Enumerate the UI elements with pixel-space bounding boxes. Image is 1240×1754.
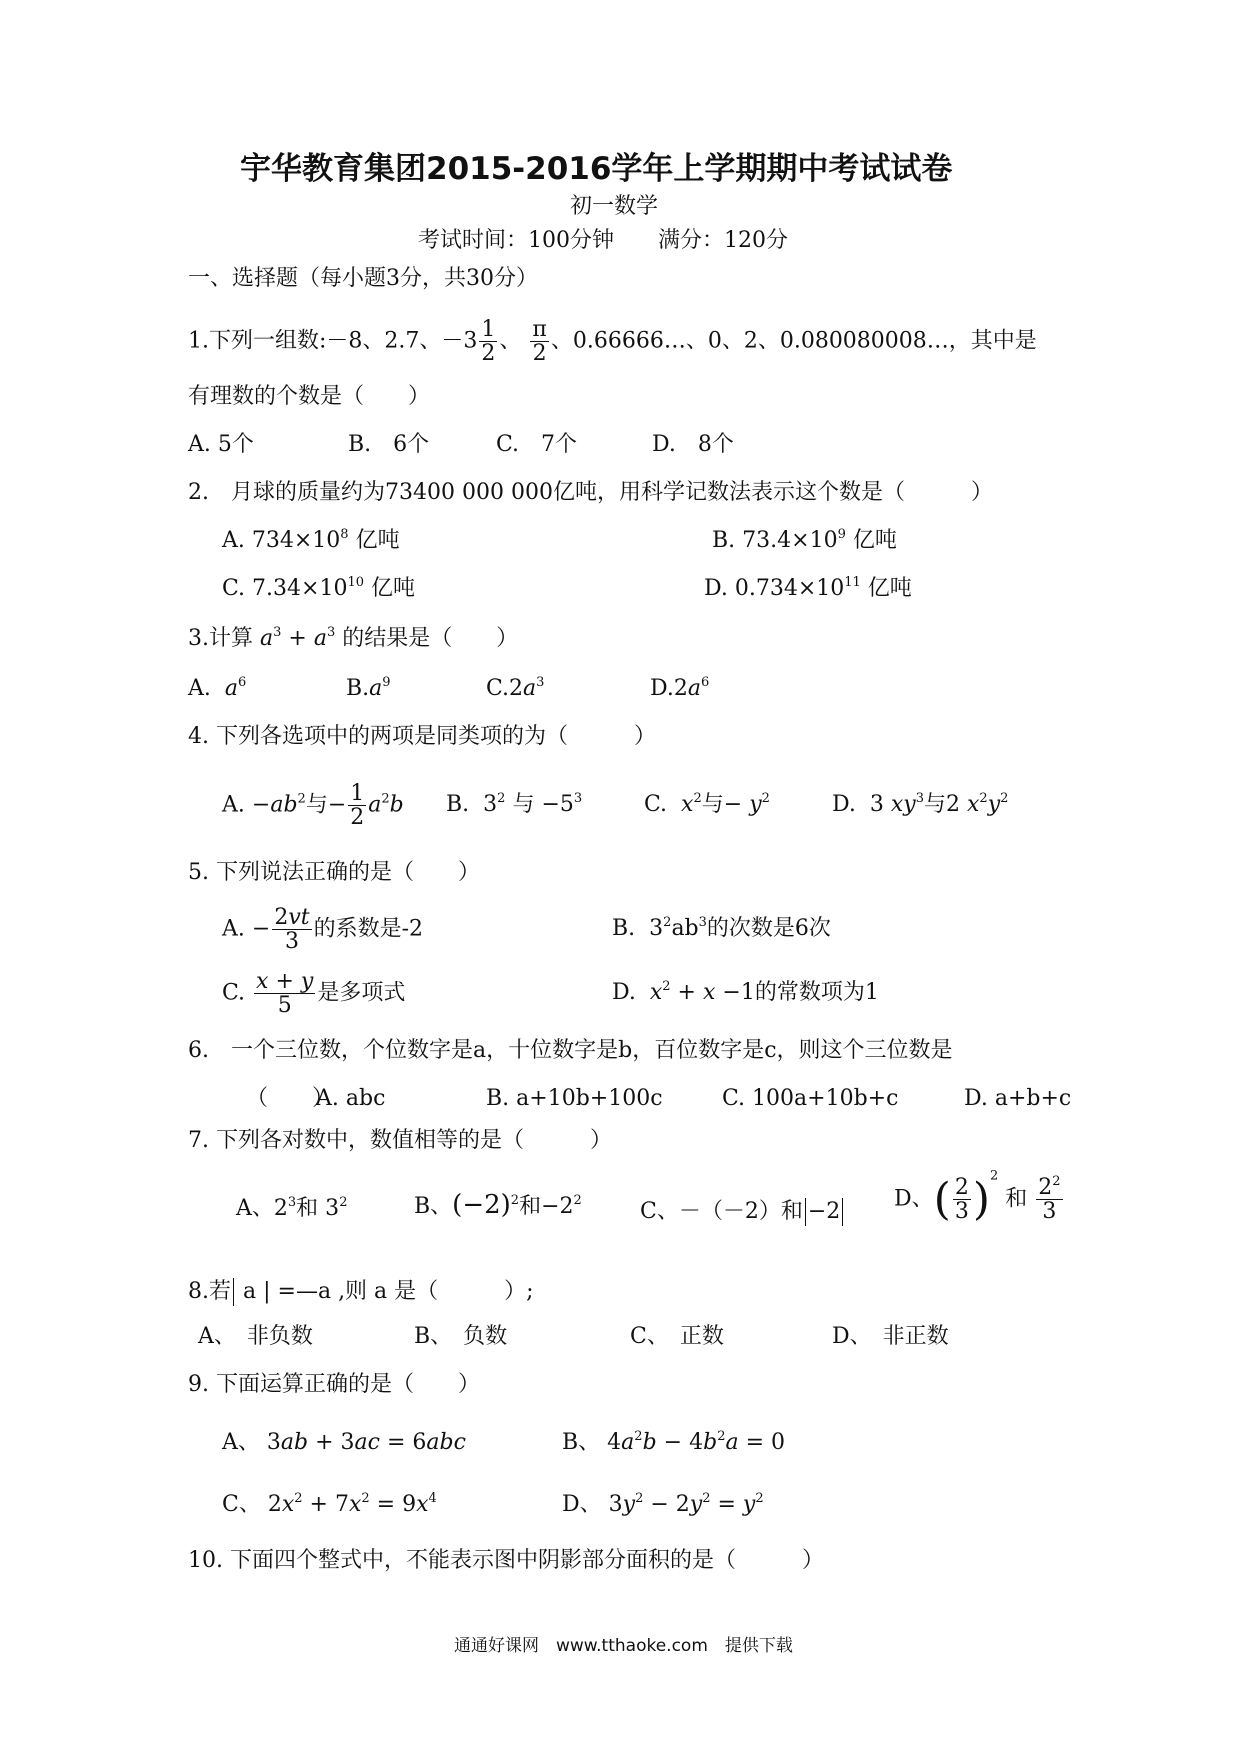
q9-option-a: A、 3ab + 3ac = 6abc [222, 1430, 466, 1455]
q2-option-b: B. $73.4\times 10^9$ 亿吨 [712, 527, 897, 553]
question-4-stem: 4. 下列各选项中的两项是同类项的为（ ） [188, 724, 656, 749]
q1-option-c: C. 7个 [496, 432, 578, 457]
q1-option-b: B. 6个 [348, 432, 430, 457]
q3-option-b: $B.a^9$ [346, 675, 391, 701]
footer-text: 通通好课网 www.tthaoke.com 提供下载 [454, 1636, 793, 1656]
section-heading: 一、选择题（每小题3分，共30分） [188, 266, 538, 291]
exam-info: 考试时间：100分钟 满分：120分 [418, 228, 788, 253]
q1-option-d: D. 8个 [652, 432, 734, 457]
q3-option-d: $D.2a^6$ [650, 675, 710, 701]
question-5-stem: 5. 下列说法正确的是（ ） [188, 860, 480, 885]
q8-option-c: C、 正数 [630, 1324, 724, 1349]
question-6-stem: 6. 一个三位数，个位数字是a，十位数字是b，百位数字是c，则这个三位数是 [188, 1038, 953, 1063]
question-1-stem: 1.下列一组数:－8、2.7、－3 $\frac{1}{2}$ 、 $\frac{\pi}{2}$ 、0.66666…、0、2、0.080080008…，其中是 [188, 317, 1037, 367]
q3-option-a: A. $a^6$ [188, 675, 247, 701]
q5-option-a: A. − $\frac{2vt}{3}$ 的系数是-2 [222, 905, 424, 955]
q6-option-a: A. abc [316, 1086, 386, 1111]
q4-option-a: A. $-ab^2$与− $\frac{1}{2}$ $a^2b$ [222, 781, 404, 831]
question-10-stem: 10. 下面四个整式中，不能表示图中阴影部分面积的是（ ） [188, 1548, 824, 1573]
q4-option-b: B. $3^2$ 与 $-5^3$ [446, 791, 583, 817]
exam-title: 宇华教育集团2015-2016学年上学期期中考试试卷 [240, 151, 953, 187]
q7-option-c: C、－（－2）和 −2 [640, 1198, 845, 1226]
question-9-stem: 9. 下面运算正确的是（ ） [188, 1372, 480, 1397]
q1-option-a: A. 5个 [188, 432, 254, 457]
q2-option-a: A. $734\times 10^8$ 亿吨 [222, 527, 400, 553]
question-1-line2: 有理数的个数是（ ） [188, 384, 431, 409]
q2-option-c: C. $7.34\times 10^{10}$ 亿吨 [222, 575, 415, 601]
q7-option-b: B、$(-2)^2$和$-2^2$ [414, 1190, 582, 1220]
q5-option-b: B. $3^2ab^3$的次数是6次 [612, 915, 831, 941]
q9-option-b: B、 $4a^2b - 4b^2a = 0$ [562, 1429, 786, 1455]
q9-option-d: D、 $3y^2 - 2y^2 = y^2$ [562, 1491, 764, 1517]
subject-label: 初一数学 [570, 194, 659, 219]
q7-option-a: A、$2^3$和 $3^2$ [236, 1195, 348, 1221]
question-8-stem: 8.若 a | =—a ,则 a 是（ ）; [188, 1279, 534, 1304]
question-2-stem: 2. 月球的质量约为73400 000 000亿吨，用科学记数法表示这个数是（ ） [188, 480, 993, 505]
q1-prefix: 1.下列一组数:－8、2.7、－3 [188, 328, 478, 354]
q1-rest: 、0.66666…、0、2、0.080080008…，其中是 [550, 328, 1037, 354]
q6-option-d: D. a+b+c [964, 1086, 1072, 1111]
question-7-stem: 7. 下列各对数中，数值相等的是（ ） [188, 1128, 612, 1153]
q9-option-c: C、 $2x^2 + 7x^2 = 9x^4$ [222, 1491, 437, 1517]
question-3-stem: 3.计算 $a^3 + a^3$ 的结果是（ ） [188, 625, 519, 651]
q5-option-d: D. $x^2 + x -1$的常数项为1 [612, 979, 879, 1005]
q3-option-c: $C.2a^3$ [486, 675, 545, 701]
q6-option-b: B. a+10b+100c [486, 1086, 663, 1111]
q2-option-d: D. $0.734\times 10^{11}$ 亿吨 [704, 575, 912, 601]
q1-pi-fraction: $\frac{\pi}{2}$ [532, 317, 547, 367]
q5-option-c: C. $\frac{x + y}{5}$ 是多项式 [222, 969, 406, 1019]
q8-option-b: B、 负数 [414, 1324, 508, 1349]
q6-paren: （ ） [246, 1086, 335, 1111]
q8-option-d: D、 非正数 [832, 1324, 949, 1349]
q1-mixed-fraction: $\frac{1}{2}$ [481, 317, 496, 367]
q6-option-c: C. 100a+10b+c [722, 1086, 899, 1111]
q4-option-c: C. $x^2$与− $y^2$ [644, 791, 770, 817]
q7-option-d: D、( $\frac{2}{3}$ )$^2$ 和 $\frac{2^2}{3}$ [894, 1168, 1061, 1225]
q4-option-d: D. 3 $xy^3$与2 $x^2y^2$ [832, 791, 1009, 817]
q8-option-a: A、 非负数 [198, 1324, 313, 1349]
